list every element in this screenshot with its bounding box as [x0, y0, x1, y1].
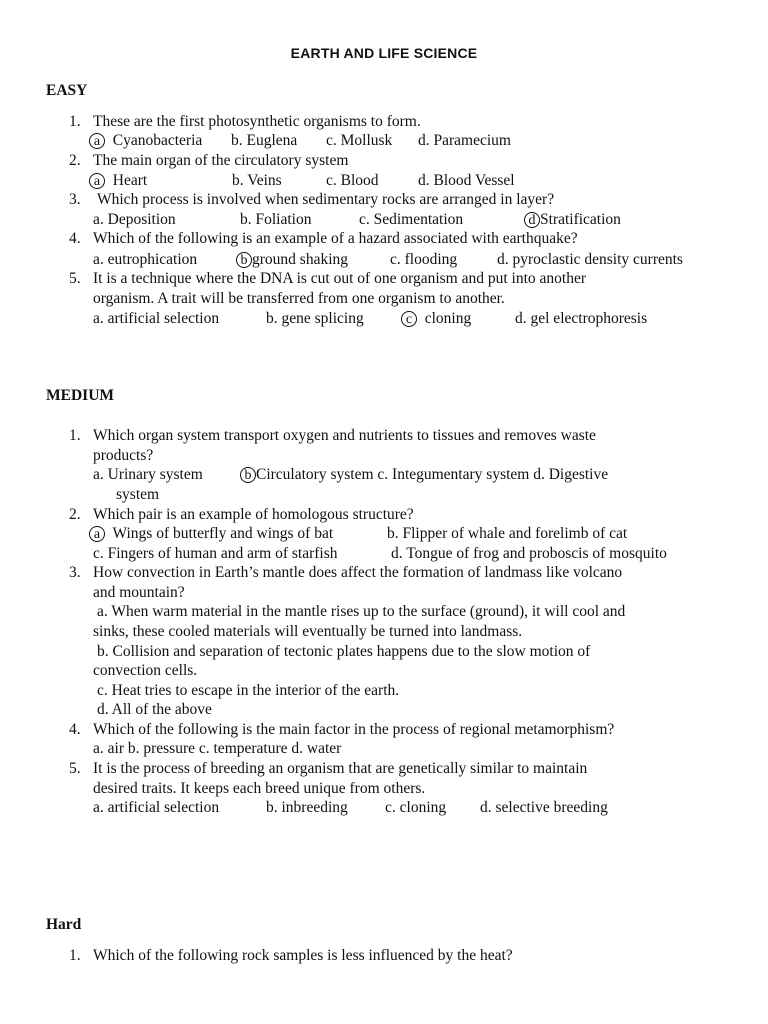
question-text-line-1: It is the process of breeding an organism that are genetically similar to maintain	[93, 760, 588, 777]
answer-option-b: b ground shaking	[236, 250, 348, 269]
answer-option-b: b Circulatory system c. Integumentary system d. Digestive	[240, 465, 608, 484]
question-number: 1.	[69, 113, 81, 130]
answer-option-d: d. pyroclastic density currents	[497, 251, 683, 268]
question-text-line-2: products?	[93, 447, 154, 464]
question-text: Which process is involved when sedimentary rocks are arranged in layer?	[97, 191, 555, 208]
answer-option-d-continued: system	[116, 486, 160, 503]
answer-option-c: c. Heat tries to escape in the interior of the earth.	[97, 682, 400, 699]
answer-option-b-line-1: b. Collision and separation of tectonic plates happens due to the slow motion of	[97, 643, 591, 660]
answer-option-a: a. Deposition	[93, 211, 176, 228]
answer-option-a-line-1: a. When warm material in the mantle rises up to the surface (ground), it will cool and	[97, 603, 626, 620]
page-title: EARTH AND LIFE SCIENCE	[290, 45, 478, 61]
answer-option-b: b. Veins	[232, 172, 282, 189]
question-text: Which of the following rock samples is less influenced by the heat?	[93, 947, 513, 964]
answer-circle-mark: c	[401, 311, 417, 327]
question-text-line-2: and mountain?	[93, 584, 185, 601]
answer-option-c: c. Mollusk	[326, 132, 393, 149]
question-text: Which pair is an example of homologous structure?	[93, 506, 414, 523]
answer-circle-mark: b	[240, 467, 256, 483]
answer-option-a: a Cyanobacteria	[89, 131, 202, 150]
question-number: 3.	[69, 564, 81, 581]
answer-circle-mark: a	[89, 173, 105, 189]
answer-option-a: a. artificial selection	[93, 799, 220, 816]
answer-option-c: c. cloning	[385, 799, 447, 816]
answer-option-a-line-2: sinks, these cooled materials will eventually be turned into landmass.	[93, 623, 523, 640]
question-text-line-1: It is a technique where the DNA is cut out of one organism and put into another	[93, 270, 587, 287]
question-text: The main organ of the circulatory system	[93, 152, 349, 169]
answer-option-b: b. Euglena	[231, 132, 298, 149]
answer-option-d: d Stratification	[524, 210, 621, 229]
question-number: 4.	[69, 230, 81, 247]
question-number: 3.	[69, 191, 81, 208]
section-heading-easy: EASY	[46, 82, 88, 99]
answer-option-d: d. Blood Vessel	[418, 172, 515, 189]
question-number: 5.	[69, 760, 81, 777]
question-text: These are the first photosynthetic organisms to form.	[93, 113, 421, 130]
answer-option-c: c. Fingers of human and arm of starfish	[93, 545, 338, 562]
section-heading-hard: Hard	[46, 916, 82, 933]
answer-option-c: c. Blood	[326, 172, 379, 189]
answer-option-b: b. Flipper of whale and forelimb of cat	[387, 525, 628, 542]
answer-option-c: c. flooding	[390, 251, 458, 268]
question-text: Which of the following is the main factor in the process of regional metamorphism?	[93, 721, 615, 738]
answer-option-d: d. Tongue of frog and proboscis of mosquito	[391, 545, 667, 562]
answer-option-a: a Wings of butterfly and wings of bat	[89, 524, 333, 543]
answer-option-a: a. Urinary system	[93, 466, 203, 483]
question-number: 1.	[69, 947, 81, 964]
answer-option-d: d. Paramecium	[418, 132, 511, 149]
answer-circle-mark: a	[89, 133, 105, 149]
answer-option-b-line-2: convection cells.	[93, 662, 198, 679]
answer-options: a. air b. pressure c. temperature d. water	[93, 740, 342, 757]
answer-circle-mark: a	[89, 526, 105, 542]
answer-option-c: c. Sedimentation	[359, 211, 464, 228]
question-text: Which of the following is an example of a hazard associated with earthquake?	[93, 230, 578, 247]
answer-option-c: c cloning	[401, 309, 471, 328]
answer-option-d: d. All of the above	[97, 701, 212, 718]
answer-option-b: b. Foliation	[240, 211, 312, 228]
answer-option-b: b. gene splicing	[266, 310, 364, 327]
section-heading-medium: MEDIUM	[46, 387, 115, 404]
answer-circle-mark: d	[524, 212, 540, 228]
answer-option-d: d. selective breeding	[480, 799, 608, 816]
question-number: 2.	[69, 506, 81, 523]
question-text-line-1: Which organ system transport oxygen and nutrients to tissues and removes waste	[93, 427, 596, 444]
answer-option-a: a Heart	[89, 171, 147, 190]
question-number: 1.	[69, 427, 81, 444]
answer-option-a: a. eutrophication	[93, 251, 198, 268]
answer-option-b: b. inbreeding	[266, 799, 348, 816]
answer-circle-mark: b	[236, 252, 252, 268]
question-text-line-2: organism. A trait will be transferred from one organism to another.	[93, 290, 505, 307]
question-number: 5.	[69, 270, 81, 287]
question-number: 2.	[69, 152, 81, 169]
question-text-line-1: How convection in Earth’s mantle does affect the formation of landmass like volcano	[93, 564, 623, 581]
question-text-line-2: desired traits. It keeps each breed unique from others.	[93, 780, 426, 797]
question-number: 4.	[69, 721, 81, 738]
answer-option-d: d. gel electrophoresis	[515, 310, 648, 327]
answer-option-a: a. artificial selection	[93, 310, 220, 327]
